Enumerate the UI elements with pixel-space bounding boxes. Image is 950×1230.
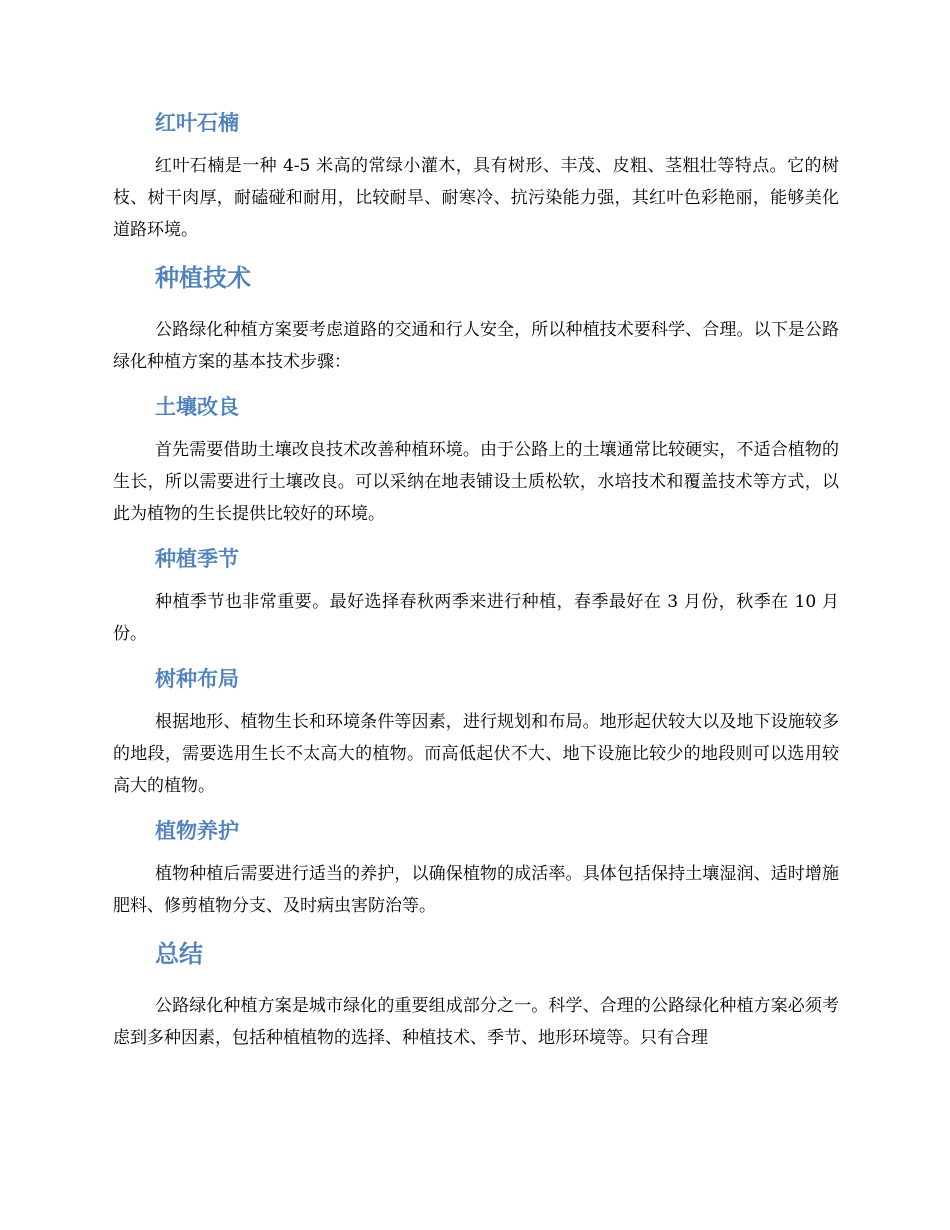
section-paragraph-hongye-shinan: 红叶石楠是一种 4-5 米高的常绿小灌木，具有树形、丰茂、皮粗、茎粗壮等特点。它的树枝、树干肉厚，耐磕碰和耐用，比较耐旱、耐寒冷、抗污染能力强，其红叶色彩艳丽，能够美化道路环境。 <box>113 156 839 240</box>
section-paragraph-zongjie: 公路绿化种植方案是城市绿化的重要组成部分之一。科学、合理的公路绿化种植方案必须考虑到多种因素，包括种植植物的选择、种植技术、季节、地形环境等。只有合理 <box>113 996 839 1048</box>
section-heading-turang-gailiang: 土壤改良 <box>155 395 239 419</box>
section-paragraph-zhongzhi-jijie: 种植季节也非常重要。最好选择春秋两季来进行种植，春季最好在 3 月份，秋季在 10 月份。 <box>113 592 839 644</box>
section-paragraph-shuzhong-buju: 根据地形、植物生长和环境条件等因素，进行规划和布局。地形起伏较大以及地下设施较多的地段，需要选用生长不太高大的植物。而高低起伏不大、地下设施比较少的地段则可以选用较高大的植物。 <box>113 712 839 796</box>
section-heading-zhongzhi-jijie: 种植季节 <box>155 547 239 571</box>
section-paragraph-zhiwu-yanghu: 植物种植后需要进行适当的养护，以确保植物的成活率。具体包括保持土壤湿润、适时增施肥料、修剪植物分支、及时病虫害防治等。 <box>113 864 839 916</box>
section-paragraph-zhongzhi-jishu: 公路绿化种植方案要考虑道路的交通和行人安全，所以种植技术要科学、合理。以下是公路绿化种植方案的基本技术步骤： <box>113 320 839 372</box>
section-heading-zhiwu-yanghu: 植物养护 <box>155 819 239 843</box>
section-paragraph-turang-gailiang: 首先需要借助土壤改良技术改善种植环境。由于公路上的土壤通常比较硬实，不适合植物的生长，所以需要进行土壤改良。可以采纳在地表铺设土质松软，水培技术和覆盖技术等方式，以此为植物的生长提供比较好的环境。 <box>113 440 839 524</box>
document-content <box>113 108 839 1054</box>
section-heading-shuzhong-buju: 树种布局 <box>155 667 239 691</box>
section-heading-zongjie: 总结 <box>155 940 203 968</box>
section-heading-hongye-shinan: 红叶石楠 <box>155 111 239 135</box>
section-heading-zhongzhi-jishu: 种植技术 <box>155 264 251 292</box>
